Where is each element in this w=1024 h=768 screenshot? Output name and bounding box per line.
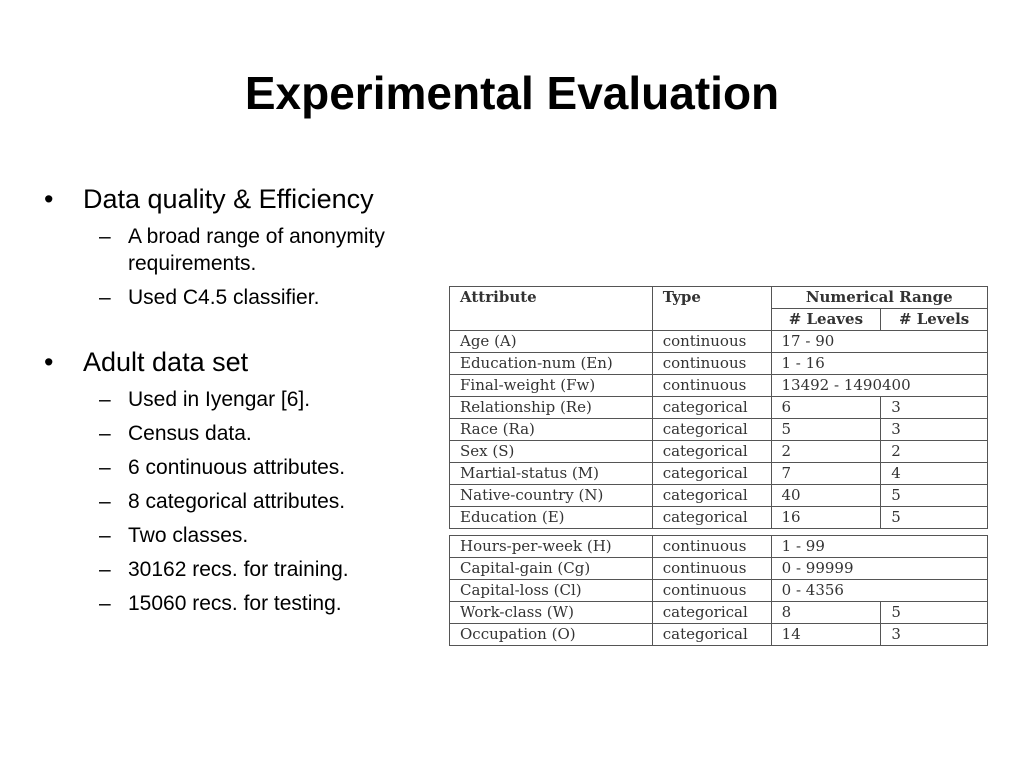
cell-attribute: Relationship (Re) xyxy=(450,397,653,419)
bullet-dot-icon: • xyxy=(44,184,54,214)
cell-leaves: 40 xyxy=(771,485,881,507)
cell-levels: 2 xyxy=(881,441,988,463)
cell-levels: 5 xyxy=(881,507,988,529)
sub-bullet-item xyxy=(44,223,464,277)
cell-attribute: Martial-status (M) xyxy=(450,463,653,485)
cell-leaves: 17 - 90 xyxy=(771,331,988,353)
bullet-dot-icon: • xyxy=(44,347,54,377)
table-row xyxy=(450,624,988,646)
sub-bullet-text: 8 categorical attributes. xyxy=(128,490,346,513)
cell-type: continuous xyxy=(652,375,771,397)
cell-levels: 5 xyxy=(881,602,988,624)
sub-bullet-item xyxy=(44,420,464,447)
cell-leaves: 1 - 99 xyxy=(771,536,987,558)
cell-type: continuous xyxy=(652,536,771,558)
cell-type: categorical xyxy=(652,397,771,419)
cell-attribute: Age (A) xyxy=(450,331,653,353)
cell-leaves: 0 - 99999 xyxy=(771,558,987,580)
sub-bullet-item xyxy=(44,522,464,549)
table-row xyxy=(450,441,988,463)
sub-bullet-text: A broad range of anonymity requirements. xyxy=(128,225,385,275)
sub-bullet-item xyxy=(44,454,464,481)
cell-type: categorical xyxy=(652,602,771,624)
sub-bullet-item xyxy=(44,556,464,583)
table-row xyxy=(450,580,988,602)
dash-icon: – xyxy=(99,524,111,547)
cell-attribute: Occupation (O) xyxy=(450,624,653,646)
attribute-table-second xyxy=(449,535,988,646)
table-row xyxy=(450,463,988,485)
cell-type: categorical xyxy=(652,441,771,463)
dash-icon: – xyxy=(99,592,111,615)
sub-bullet-text: 15060 recs. for testing. xyxy=(128,592,342,615)
cell-type: categorical xyxy=(652,485,771,507)
cell-type: continuous xyxy=(652,558,771,580)
table-row xyxy=(450,558,988,580)
cell-attribute: Capital-loss (Cl) xyxy=(450,580,653,602)
dash-icon: – xyxy=(99,490,111,513)
attribute-table-main xyxy=(449,286,988,529)
cell-leaves: 2 xyxy=(771,441,881,463)
dash-icon: – xyxy=(99,286,111,309)
cell-leaves: 8 xyxy=(771,602,881,624)
dash-icon: – xyxy=(99,422,111,445)
cell-levels: 3 xyxy=(881,419,988,441)
table-row xyxy=(450,353,988,375)
dash-icon: – xyxy=(99,558,111,581)
cell-levels: 3 xyxy=(881,397,988,419)
header-levels: # Levels xyxy=(881,309,988,331)
sub-bullet-text: 6 continuous attributes. xyxy=(128,456,346,479)
cell-leaves: 14 xyxy=(771,624,881,646)
cell-attribute: Final-weight (Fw) xyxy=(450,375,653,397)
cell-type: continuous xyxy=(652,331,771,353)
table-row xyxy=(450,419,988,441)
cell-type: categorical xyxy=(652,507,771,529)
dash-icon: – xyxy=(99,388,111,411)
cell-leaves: 7 xyxy=(771,463,881,485)
cell-levels: 3 xyxy=(881,624,988,646)
cell-levels: 4 xyxy=(881,463,988,485)
table-row xyxy=(450,536,988,558)
cell-type: categorical xyxy=(652,624,771,646)
sub-bullet-text: 30162 recs. for training. xyxy=(128,558,349,581)
cell-type: continuous xyxy=(652,353,771,375)
bullet-list xyxy=(44,182,464,617)
header-numerical-range: Numerical Range xyxy=(771,287,988,309)
cell-attribute: Race (Ra) xyxy=(450,419,653,441)
cell-attribute: Hours-per-week (H) xyxy=(450,536,653,558)
cell-attribute: Sex (S) xyxy=(450,441,653,463)
header-attribute: Attribute xyxy=(450,287,653,331)
sub-bullet-text: Two classes. xyxy=(128,524,249,547)
table-header-row xyxy=(450,287,988,309)
table-row xyxy=(450,397,988,419)
cell-attribute: Native-country (N) xyxy=(450,485,653,507)
sub-bullet-item xyxy=(44,590,464,617)
table-row xyxy=(450,375,988,397)
sub-bullet-text: Census data. xyxy=(128,422,252,445)
cell-leaves: 6 xyxy=(771,397,881,419)
sub-bullet-item xyxy=(44,284,464,311)
cell-attribute: Education (E) xyxy=(450,507,653,529)
sub-bullet-item xyxy=(44,386,464,413)
dash-icon: – xyxy=(99,225,111,248)
table-row xyxy=(450,507,988,529)
sub-bullet-item xyxy=(44,488,464,515)
sub-bullet-text: Used C4.5 classifier. xyxy=(128,286,320,309)
cell-attribute: Work-class (W) xyxy=(450,602,653,624)
bullet-heading: Data quality & Efficiency xyxy=(83,184,374,214)
cell-type: continuous xyxy=(652,580,771,602)
dash-icon: – xyxy=(99,456,111,479)
cell-type: categorical xyxy=(652,419,771,441)
cell-leaves: 5 xyxy=(771,419,881,441)
table-row xyxy=(450,602,988,624)
table-row xyxy=(450,331,988,353)
header-leaves: # Leaves xyxy=(771,309,881,331)
cell-leaves: 0 - 4356 xyxy=(771,580,987,602)
bullet-heading: Adult data set xyxy=(83,347,249,377)
cell-type: categorical xyxy=(652,463,771,485)
cell-leaves: 1 - 16 xyxy=(771,353,988,375)
cell-attribute: Capital-gain (Cg) xyxy=(450,558,653,580)
table-row xyxy=(450,485,988,507)
sub-bullet-text: Used in Iyengar [6]. xyxy=(128,388,311,411)
bullet-item xyxy=(44,182,464,216)
cell-leaves: 13492 - 1490400 xyxy=(771,375,988,397)
attribute-table xyxy=(449,286,988,646)
bullet-item xyxy=(44,345,464,379)
cell-attribute: Education-num (En) xyxy=(450,353,653,375)
cell-leaves: 16 xyxy=(771,507,881,529)
header-type: Type xyxy=(652,287,771,331)
cell-levels: 5 xyxy=(881,485,988,507)
slide-title: Experimental Evaluation xyxy=(244,67,780,119)
